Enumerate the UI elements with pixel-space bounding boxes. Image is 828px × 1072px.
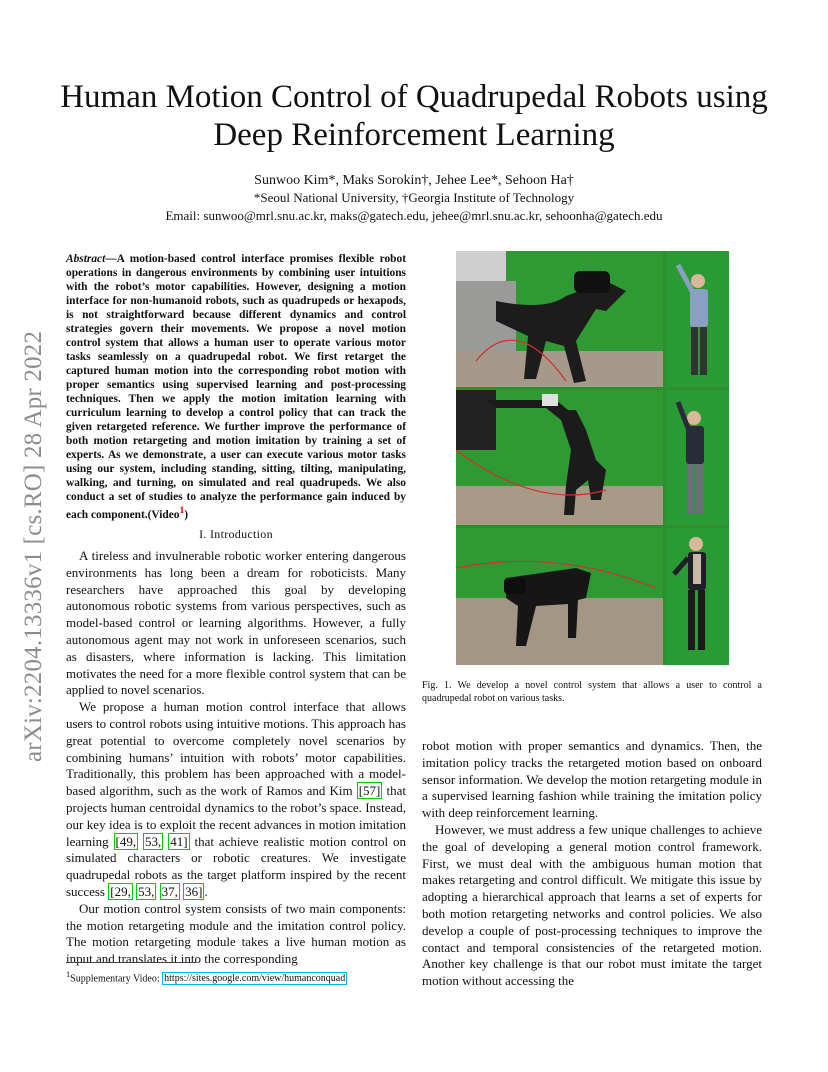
citation-link[interactable]: 36] (185, 883, 203, 899)
author-list: Sunwoo Kim*, Maks Sorokin†, Jehee Lee*, Sehoon Ha† (254, 173, 574, 188)
text-run: that achieve realistic motion control on simulated characters or robotic creatures. We investigate quadrupedal robots as the target platform inspired by the recent success (66, 833, 407, 899)
text-run: that projects human centroidal dynamics to the robot’s space. Instead, our key idea is to exploit the recent advances in motion imitation learning (66, 783, 406, 849)
photo-robot-tilting (456, 528, 663, 665)
text-run: We propose a human motion control interface that allows users to control robots using intuitive motions. This approach has great potential to overcome completely novel scenarios by combining humans’ intuition with robots’ motor capabilities. Traditionally, this problem has been approached with a model-based algorithm, such as the work of Ramos and Kim (66, 699, 406, 799)
photo-person-1 (666, 251, 729, 387)
photo-robot-standing (456, 251, 663, 387)
affiliations: *Seoul National University, †Georgia Institute of Technology (253, 190, 575, 205)
citation-link[interactable]: 53, (145, 833, 162, 849)
arxiv-stamp: arXiv:2204.13336v1 [cs.RO] 28 Apr 2022 (20, 330, 47, 762)
footnote-text: Supplementary Video: (70, 973, 163, 985)
abstract-text: —A motion-based control interface promises flexible robot operations in dangerous environments by combining user intuitions with the robot’s motor capabilities. However, designing a motion interface for non-humanoid robots, such as quadrupeds or hexapods, is not straightforward because different dynamics and control strategies govern their movements. We propose a novel motion control system that allows a human user to operate various motor tasks seamlessly on a quadrupedal robot. We first retarget the captured human motion into the corresponding robot motion with proper semantics using supervised learning and post-processing techniques. Then we apply the motion imitation learning with curriculum learning to develop a control policy that can track the given retargeted reference. We further improve the performance of both motion retargeting and motion imitation by training a set of experts. As we demonstrate, a user can execute various motor tasks using our system, including standing, sitting, tilting, manipulating, walking, and turning, on simulated and real quadrupeds. We also conduct a set of studies to analyze the performance gain induced by each component.(Video (66, 253, 406, 521)
figure-caption: Fig. 1. We develop a novel control system that allows a user to control a quadrupedal robot on various tasks. (422, 680, 762, 704)
text-run: . (204, 883, 208, 899)
paper-title: Human Motion Control of Quadrupedal Robots using Deep Reinforcement Learning (60, 79, 768, 153)
video-footnote-mark[interactable]: 1 (179, 506, 185, 516)
citation-link[interactable]: 37, (161, 883, 178, 899)
right-paragraph-1: robot motion with proper semantics and dynamics. Then, the imitation policy tracks the retargeted motion based on onboard sensor information. We develop the motion retargeting module in a supervised learning fashion while training the imitation policy with deep reinforcement learning. (422, 738, 762, 821)
citation-link[interactable]: [49, (115, 833, 137, 849)
right-column (422, 738, 762, 990)
footnote (66, 968, 406, 985)
right-paragraph-2: However, we must address a few unique challenges to achieve the goal of developing a general motion control framework. First, we must deal with the ambiguous human motion that makes retargeting and control difficult. We mitigate this issue by adopting a hierarchical approach that learns a set of experts for both motion retargeting networks and control policies. We also develop a couple of post-processing techniques to improve the contact and temporal consistencies of the retargeted motion. Another key challenge is that our robot must imitate the target motion without accessing the (422, 821, 762, 989)
email-line: Email: sunwoo@mrl.snu.ac.kr, maks@gatech.edu, jehee@mrl.snu.ac.kr, sehoonha@gatech.edu (165, 208, 663, 223)
left-column (66, 548, 406, 968)
citation-link[interactable]: [29, (110, 883, 131, 899)
intro-paragraph-3: Our motion control system consists of two main components: the motion retargeting module and the imitation control policy. The motion retargeting module takes a live human motion as input and translates it into the corresponding (66, 900, 406, 967)
intro-paragraph-1: A tireless and invulnerable robotic worker entering dangerous environments has long been a dream for roboticists. Many researchers have approached this goal by developing autonomous robotic systems from various perspectives, such as model-based control or learning algorithms. However, a fully autonomous agent may not work in unforeseen scenarios, such as disasters, where information is lacking. This limitation motivates the need for a more flexible control system that can be applied to novel scenarios. (66, 548, 406, 698)
abstract (66, 252, 406, 522)
abstract-label: Abstract (66, 253, 106, 265)
photo-robot-manipulating (456, 390, 663, 525)
video-url-link[interactable]: https://sites.google.com/view/humanconquad (164, 973, 346, 985)
figure-1-photo-collage (456, 251, 729, 665)
section-heading: I. Introduction (199, 527, 273, 541)
footnote-mark: 1 (66, 970, 71, 979)
abstract-close: ) (184, 508, 189, 521)
intro-paragraph-2 (66, 699, 406, 901)
citation-link[interactable]: 53, (138, 883, 155, 899)
footnote-rule (66, 962, 196, 963)
photo-person-2 (666, 390, 729, 525)
citation-link[interactable]: 41] (170, 833, 188, 849)
citation-link[interactable]: [57] (358, 783, 381, 799)
photo-person-3 (666, 528, 729, 665)
